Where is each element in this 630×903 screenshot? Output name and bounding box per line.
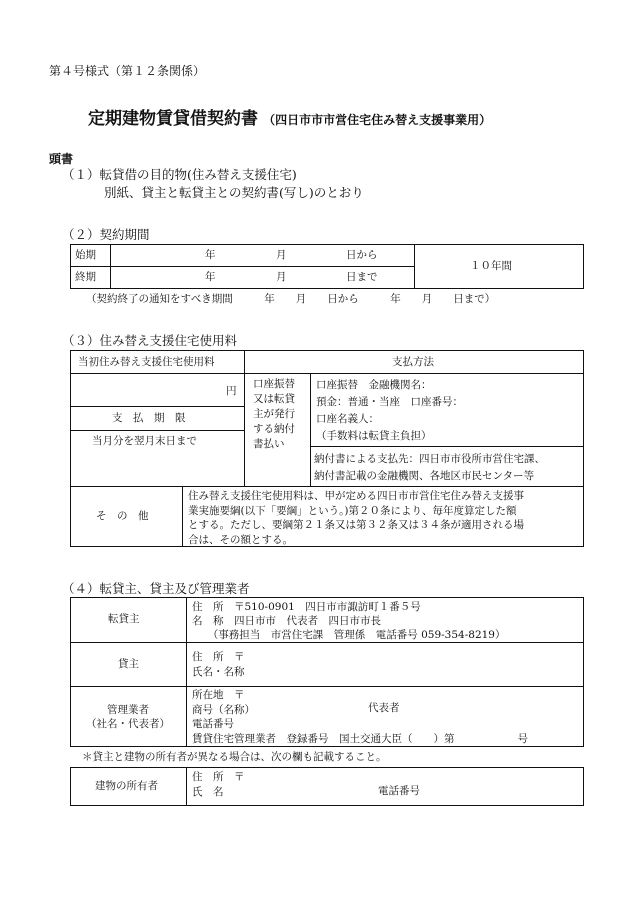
- sublessor-line: 住 所 〒510-0901 四日市市諏訪町１番５号: [192, 601, 421, 613]
- start-year: 年: [205, 249, 216, 261]
- duration: １０年間: [470, 260, 512, 272]
- start-label: 始期: [75, 249, 96, 261]
- transfer-line: 口座振替 金融機関名：: [316, 379, 432, 391]
- method-line: する納付: [253, 423, 295, 435]
- sec2-heading: （２）契約期間: [62, 227, 150, 242]
- form-number: 第４号様式（第１２条関係）: [49, 64, 206, 78]
- divider: [414, 244, 415, 289]
- manager-sublabel: （社名・代表者）: [86, 718, 170, 730]
- owner-note: ＊貸主と建物の所有者が異なる場合は、次の欄も記載すること。: [82, 751, 387, 763]
- lessor-info: [192, 650, 245, 680]
- divider: [70, 430, 244, 431]
- divider: [186, 597, 187, 747]
- manager-info: [192, 688, 528, 746]
- end-month: 月: [276, 271, 287, 283]
- sublessor-label: 転貸主: [108, 613, 140, 625]
- sec1-line: 別紙、貸主と転貸主との契約書(写し)のとおり: [104, 185, 364, 200]
- title-main: 定期建物賃貸借契約書: [88, 109, 258, 129]
- manager-line: 所在地 〒: [192, 689, 245, 701]
- divider: [310, 446, 584, 447]
- sec3-heading: （３）住み替え支援住宅使用料: [62, 333, 238, 348]
- method-line: 又は転貸: [253, 393, 295, 405]
- other-line: 住み替え支援住宅使用料は、甲が定める四日市市営住宅住み替え支援事: [188, 490, 524, 502]
- divider: [182, 486, 183, 547]
- divider: [70, 686, 584, 687]
- other-line: 業実施要綱(以下「要綱」という。)第２０条により、毎年度算定した額: [188, 504, 517, 517]
- manager-label: 管理業者: [107, 704, 149, 716]
- invoice-line: 納付書記載の金融機関、各地区市民センター等: [314, 470, 535, 482]
- end-day: 日まで: [346, 271, 378, 283]
- divider: [70, 642, 584, 643]
- manager-line: 電話番号: [192, 718, 234, 730]
- divider: [244, 350, 245, 486]
- divider: [70, 406, 244, 407]
- sec4-heading: （４）転貸主、貸主及び管理業者: [62, 581, 250, 596]
- lessor-line: 氏名・名称: [192, 666, 245, 678]
- title-sub: （四日市市市営住宅住み替え支援事業用）: [263, 113, 492, 127]
- divider: [310, 373, 311, 486]
- other-line: とする。ただし、要綱第２１条又は第３２条又は３４条が適用される場: [188, 519, 524, 531]
- method-line: 口座振替: [253, 378, 295, 390]
- other-label: そ の 他: [96, 510, 149, 522]
- method-text: [253, 377, 295, 452]
- sublessor-info: [192, 600, 506, 642]
- payment-period-label: 支 払 期 限: [112, 412, 186, 424]
- owner-line: 住 所 〒: [192, 771, 245, 783]
- lessor-label: 貸主: [118, 658, 139, 670]
- divider: [110, 244, 111, 289]
- transfer-line: 預金：普通・当座 口座番号：: [316, 396, 463, 408]
- owner-label: 建物の所有者: [95, 780, 158, 792]
- manager-line: 商号（名称）: [192, 703, 255, 716]
- invoice-line: 納付書による支払先：四日市市役所市営住宅課、: [314, 453, 545, 465]
- invoice-details: [314, 451, 545, 485]
- col-fee: 当初住み替え支援住宅使用料: [78, 356, 215, 368]
- start-month: 月: [276, 249, 287, 261]
- divider: [186, 767, 187, 806]
- transfer-line: 口座名義人：: [316, 413, 379, 425]
- sublessor-line: 名 称 四日市市 代表者 四日市市長: [192, 615, 381, 627]
- page-title: [88, 104, 491, 129]
- header-label: 頭書: [49, 152, 74, 166]
- sec1-heading: （１）転貸借の目的物(住み替え支援住宅): [62, 167, 297, 182]
- method-line: 主が発行: [253, 408, 295, 420]
- owner-info: [192, 770, 245, 800]
- other-line: 合は、その額とする。: [188, 533, 293, 546]
- method-line: 書払い: [253, 438, 285, 450]
- yen-unit: 円: [226, 385, 237, 397]
- payment-period-value: 当月分を翌月末日まで: [92, 435, 197, 447]
- transfer-line: （手数料は転貸主負担）: [316, 430, 432, 442]
- other-text: [188, 489, 524, 547]
- divider: [70, 266, 415, 267]
- col-method: 支払方法: [392, 356, 434, 368]
- lessor-line: 住 所 〒: [192, 651, 245, 663]
- transfer-details: [316, 377, 463, 445]
- end-year: 年: [205, 271, 216, 283]
- end-label: 終期: [75, 271, 96, 283]
- notice-period: （契約終了の通知をすべき期間 年 月 日から 年 月 日まで）: [86, 293, 496, 305]
- owner-phone-label: 電話番号: [378, 785, 420, 797]
- owner-line: 氏 名: [192, 786, 224, 798]
- manager-line: 賃貸住宅管理業者 登録番号 国土交通大臣（ ）第 号: [192, 732, 528, 745]
- divider: [70, 486, 584, 487]
- divider: [70, 373, 584, 374]
- sublessor-line: （事務担当 市営住宅課 管理係 電話番号 059-354-8219）: [192, 629, 506, 641]
- manager-label-block: [74, 703, 182, 731]
- start-day: 日から: [346, 249, 378, 261]
- manager-representative: 代表者: [368, 702, 400, 714]
